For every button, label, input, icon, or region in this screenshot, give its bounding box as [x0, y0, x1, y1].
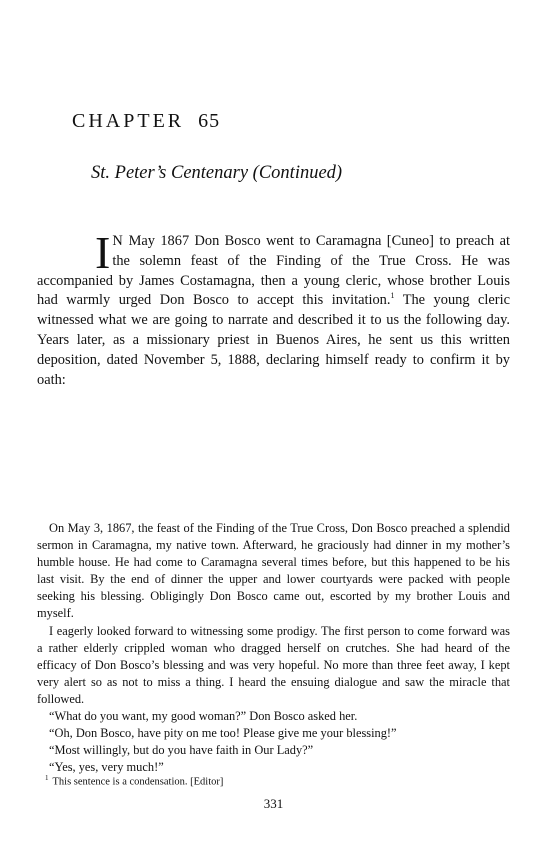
- quote-paragraph: On May 3, 1867, the feast of the Finding of the True Cross, Don Bosco preached a splendid sermon in Caramagna, my native town. Afterward, he graciously had dinner in my mother’s humble house. He had come to Caramagna several times before, but this happened to be his last visit. By the end of dinner the upper and lower courtyards were packed with people seeking his blessing. Obligingly Don Bosco came out, escorted by my brother Louis and myself.: [37, 521, 510, 621]
- footnote-text: This sentence is a condensation. [Editor]: [52, 776, 224, 788]
- intro-text: May 1867 Don Bosco went to Caramagna [Cuneo] to preach at the solemn feast of the Finding of the True Cross. He was accompanied by James Costamagna, then a young cleric, whose brother Louis had warmly urged Don Bosco to accept this invitation.: [37, 233, 510, 309]
- quote-paragraph: “Oh, Don Bosco, have pity on me too! Please give me your blessing!”: [49, 726, 397, 741]
- drop-cap: I: [95, 227, 111, 278]
- page-number: 331: [263, 796, 284, 811]
- quote-paragraph: “What do you want, my good woman?” Don Bosco asked her.: [49, 709, 358, 724]
- intro-text-continued: The young cleric witnessed what we are going to narrate and described it to us the following day. Years later, as a missionary priest in Buenos Aires, he sent us this written deposition, dated November 5, 1888, declaring himself ready to confirm it by oath:: [37, 292, 510, 388]
- footnote-marker: 1: [45, 774, 49, 782]
- footnote-reference: 1: [390, 291, 395, 301]
- chapter-number: 65: [198, 110, 221, 132]
- chapter-heading: [72, 110, 220, 133]
- deposition-quote: [37, 520, 510, 776]
- chapter-title: St. Peter’s Centenary (Continued): [91, 163, 343, 183]
- quote-paragraph: “Most willingly, but do you have faith in Our Lady?”: [49, 743, 314, 758]
- first-word: N: [112, 233, 124, 249]
- quote-paragraph: “Yes, yes, very much!”: [49, 760, 164, 775]
- chapter-label: CHAPTER: [72, 110, 185, 132]
- quote-paragraph: I eagerly looked forward to witnessing some prodigy. The first person to come forward was a rather elderly crippled woman who dragged herself on crutches. She had heard of the efficacy of Don Bosco’s blessing and was very hopeful. No more than three feet away, I kept very alert so as not to miss a thing. I heard the ensuing dialogue and saw the miracle that followed.: [37, 623, 510, 706]
- intro-paragraph: [37, 227, 510, 390]
- footnote: [45, 774, 505, 788]
